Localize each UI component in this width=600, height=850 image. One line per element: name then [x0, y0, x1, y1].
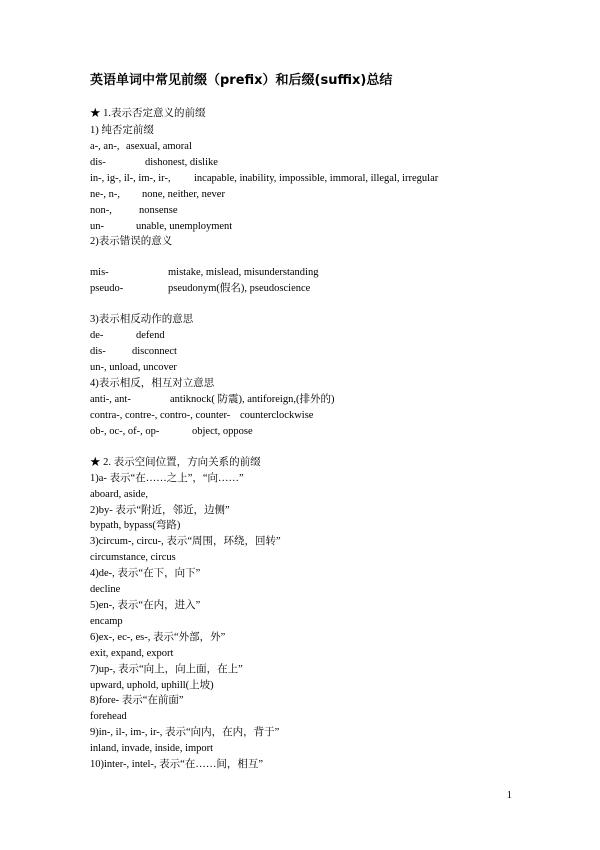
text-line [90, 220, 233, 233]
text-line [90, 188, 225, 201]
line-text: 3)表示相反动作的意思 [90, 314, 194, 325]
line-examples: nonsense [139, 205, 178, 216]
text-line [90, 345, 177, 358]
text-line [90, 758, 263, 771]
text-line [90, 107, 206, 120]
line-text: decline [90, 584, 121, 595]
text-line [90, 551, 176, 564]
text-line [90, 425, 253, 438]
text-line [90, 710, 127, 723]
line-text: 2)by- 表示“附近，邻近，边侧” [90, 505, 230, 516]
text-line [90, 599, 200, 612]
text-line [90, 393, 335, 406]
line-text: encamp [90, 616, 123, 627]
line-text: aboard, aside, [90, 489, 149, 500]
line-text: ★ 2. 表示空间位置，方向关系的前缀 [90, 457, 261, 468]
line-text: contra-, contre-, contro-, counter- [90, 410, 231, 421]
line-examples: counterclockwise [240, 410, 314, 421]
line-text: un- [90, 221, 104, 232]
text-line [90, 124, 154, 137]
line-text: 1) 纯否定前缀 [90, 125, 154, 136]
line-examples: defend [136, 330, 165, 341]
text-line [90, 694, 184, 707]
line-text: circumstance, circus [90, 552, 176, 563]
line-examples: antiknock( 防震), antiforeign,(排外的) [170, 394, 335, 405]
text-line [90, 361, 177, 374]
text-line [90, 456, 261, 469]
text-line [90, 472, 244, 485]
line-text: 5)en-, 表示“在内，进入” [90, 600, 201, 611]
text-line [90, 266, 319, 279]
text-line [90, 204, 178, 217]
text-line [90, 663, 243, 676]
line-text: non-, [90, 205, 112, 216]
text-line [90, 615, 123, 628]
line-text: a-, an-, [90, 141, 120, 152]
line-text: pseudo- [90, 283, 124, 294]
text-line [90, 583, 120, 596]
line-text: ★ 1.表示否定意义的前缀 [90, 108, 206, 119]
line-text: un-, unload, uncover [90, 362, 177, 373]
line-text: bypath, bypass(弯路) [90, 520, 181, 531]
line-text: ob-, oc-, of-, op- [90, 426, 160, 437]
text-line [90, 377, 214, 390]
text-line [90, 631, 225, 644]
text-line [90, 172, 439, 185]
line-text: forehead [90, 711, 127, 722]
text-line [90, 535, 281, 548]
line-text: dis- [90, 157, 106, 168]
line-examples: unable, unemployment [136, 221, 233, 232]
line-examples: object, oppose [192, 426, 253, 437]
line-text: 10)inter-, intel-, 表示“在……间，相互” [90, 759, 264, 770]
page-title: 英语单词中常见前缀（prefix）和后缀(suffix)总结 [90, 73, 393, 88]
text-line [90, 282, 311, 295]
line-text: upward, uphold, uphill(上坡) [90, 680, 214, 691]
line-text: 6)ex-, ec-, es-, 表示“外部，外” [90, 632, 226, 643]
text-line [90, 409, 314, 422]
line-examples: asexual, amoral [126, 141, 192, 152]
line-examples: dishonest, dislike [145, 157, 218, 168]
line-text: 4)表示相反，相互对立意思 [90, 378, 215, 389]
line-text: 7)up-, 表示“向上，向上面，在上” [90, 664, 243, 675]
text-line [90, 140, 192, 153]
line-text: 3)circum-, circu-, 表示“周围，环绕，回转” [90, 536, 281, 547]
line-text: 1)a- 表示“在……之上”，“向……” [90, 473, 244, 484]
line-text: 2)表示错误的意义 [90, 236, 173, 247]
line-text: inland, invade, inside, import [90, 743, 214, 754]
line-examples: mistake, mislead, misunderstanding [168, 267, 319, 278]
text-line [90, 647, 173, 660]
line-text: anti-, ant- [90, 394, 131, 405]
line-examples: none, neither, never [142, 189, 225, 200]
text-line [90, 726, 279, 739]
text-line [90, 742, 213, 755]
line-text: in-, ig-, il-, im-, ir-, [90, 173, 171, 184]
text-line [90, 504, 230, 517]
line-examples: incapable, inability, impossible, immoral, illegal, irregular [194, 173, 439, 184]
line-text: ne-, n-, [90, 189, 121, 200]
text-line [90, 488, 148, 501]
line-text: 8)fore- 表示“在前面” [90, 695, 184, 706]
line-text: dis- [90, 346, 106, 357]
text-line [90, 313, 193, 326]
line-text: de- [90, 330, 104, 341]
text-line [90, 235, 172, 248]
text-line [90, 156, 218, 169]
page-number: 1 [506, 790, 512, 801]
line-examples: disconnect [132, 346, 177, 357]
text-line [90, 329, 165, 342]
line-text: 9)in-, il-, im-, ir-, 表示“向内，在内，背于” [90, 727, 280, 738]
line-text: 4)de-, 表示“在下，向下” [90, 568, 201, 579]
text-line [90, 519, 180, 532]
text-line [90, 567, 200, 580]
line-examples: pseudonym(假名), pseudoscience [168, 283, 311, 294]
line-text: mis- [90, 267, 109, 278]
text-line [90, 679, 214, 692]
line-text: exit, expand, export [90, 648, 174, 659]
